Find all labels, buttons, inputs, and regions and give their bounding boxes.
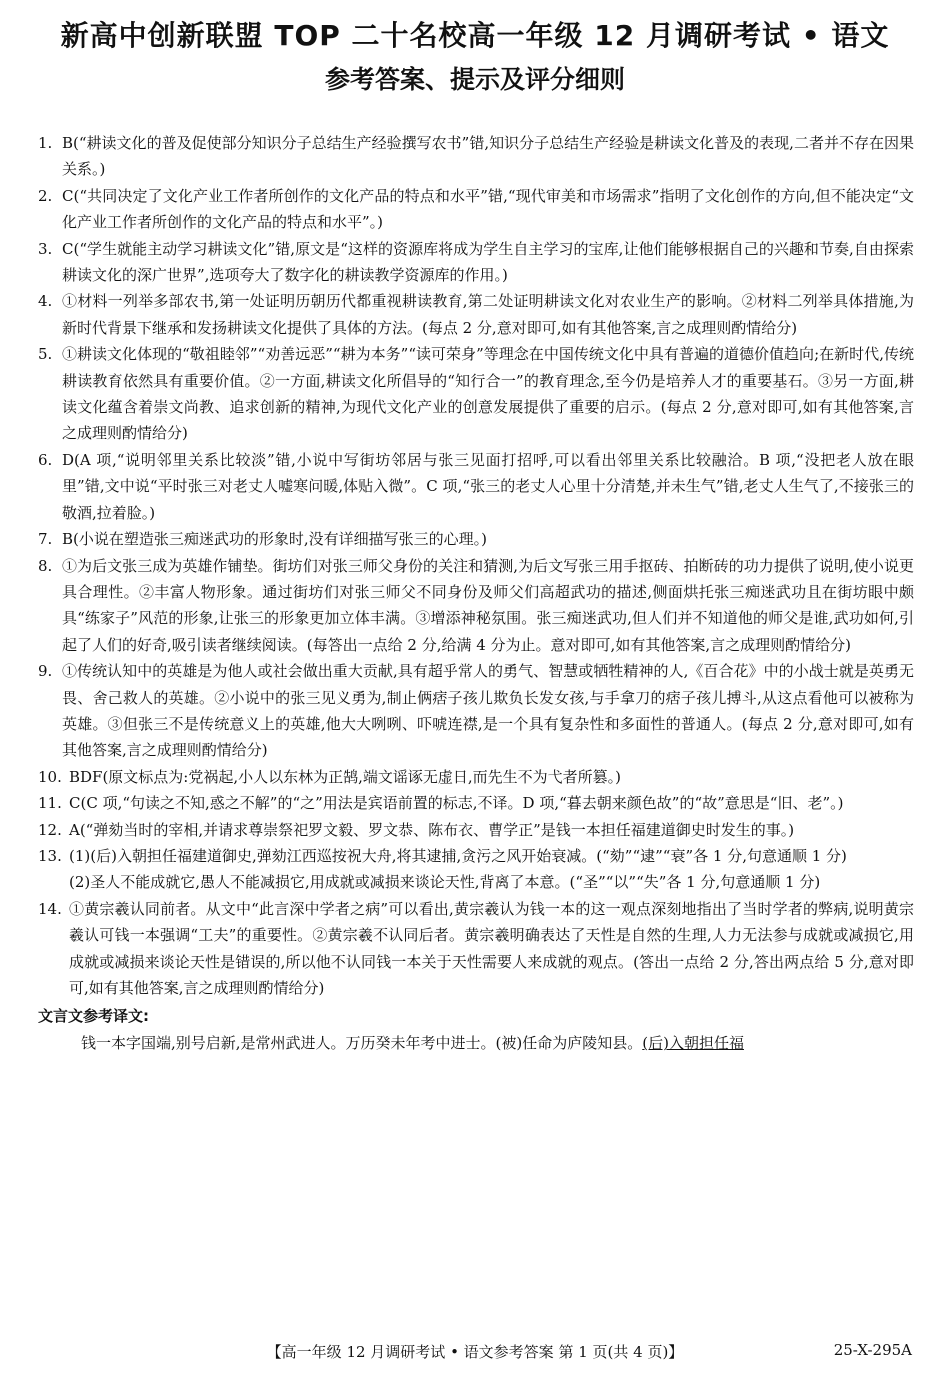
answer-number: 2.: [38, 186, 53, 205]
translation-text: [38, 1029, 914, 1057]
answer-number: 7.: [38, 530, 53, 549]
answer-item-3: [38, 236, 914, 289]
answer-item-10: [38, 764, 914, 790]
answer-text: C(“共同决定了文化产业工作者所创作的文化产品的特点和水平”错,“现代审美和市场需求”指明了文化创作的方向,但不能决定“文化产业工作者所创作的文化产品的特点和水平”。): [62, 186, 914, 232]
answer-text: ①材料一列举多部农书,第一处证明历朝历代都重视耕读教育,第二处证明耕读文化对农业生产的影响。②材料二列举具体措施,为新时代背景下继承和发扬耕读文化提供了具体的方法。(每点 2 分,意对即可,如有其他答案,言之成理则酌情给分): [62, 292, 914, 337]
answer-text: (1)(后)入朝担任福建道御史,弹劾江西巡按祝大舟,将其逮捕,贪污之风开始衰减。(“劾”“逮”“衰”各 1 分,句意通顺 1 分): [69, 846, 847, 865]
answer-text: A(“弹劾当时的宰相,并请求尊崇祭祀罗文毅、罗文恭、陈布衣、曹学正”是钱一本担任福建道御史时发生的事。): [69, 820, 795, 839]
answer-item-7: [38, 526, 914, 552]
answer-number: 3.: [38, 239, 53, 258]
answer-text: ①传统认知中的英雄是为他人或社会做出重大贡献,具有超乎常人的勇气、智慧或牺牲精神的人,《百合花》中的小战士就是英勇无畏、舍己救人的英雄。②小说中的张三见义勇为,制止俩痞子孩儿欺负长发女孩,与手拿刀的痞子孩儿搏斗,从这点看他可以被称为英雄。③但张三不是传统意义上的英雄,他大大咧咧、吓唬连襟,是一个具有复杂性和多面性的普通人。(每点 2 分,意对即可,如有其他答案,言之成理则酌情给分): [62, 662, 914, 760]
answer-number: 6.: [38, 450, 53, 469]
answer-item-2: [38, 183, 914, 236]
answer-text: C(C 项,“句读之不知,惑之不解”的“之”用法是宾语前置的标志,不译。D 项,“暮去朝来颜色故”的“故”意思是“旧、老”。): [69, 794, 844, 813]
answer-number: 4.: [38, 292, 53, 311]
answer-number: 9.: [38, 662, 53, 681]
answer-text: B(小说在塑造张三痴迷武功的形象时,没有详细描写张三的心理。): [62, 530, 487, 549]
answer-item-9: [38, 658, 914, 764]
answer-text: B(“耕读文化的普及促使部分知识分子总结生产经验撰写农书”错,知识分子总结生产经验是耕读文化普及的表现,二者并不存在因果关系。): [62, 134, 914, 179]
answer-text: ①为后文张三成为英雄作铺垫。街坊们对张三师父身份的关注和猜测,为后文写张三用手抠砖、拍断砖的功力提供了说明,使小说更具合理性。②丰富人物形象。通过街坊们对张三师父不同身份及师父们高超武功的描述,侧面烘托张三痴迷武功且在街坊眼中颇具“练家子”风范的形象,让张三的形象更加立体丰满。③增添神秘氛围。张三痴迷武功,但人们并不知道他的师父是谁,武功如何,引起了人们的好奇,吸引读者继续阅读。(每答出一点给 2 分,给满 4 分为止。意对即可,如有其他答案,言之成理则酌情给分): [62, 556, 914, 654]
document-title: 新高中创新联盟 TOP 二十名校高一年级 12 月调研考试 • 语文: [60, 19, 890, 52]
translation-heading: 文言文参考译文:: [38, 1007, 149, 1026]
answer-item-6: [38, 447, 914, 526]
translation-text-start: 钱一本字国端,别号启新,是常州武进人。万历癸未年考中进士。(被)任命为庐陵知县。: [81, 1034, 643, 1053]
page-footer: [0, 1341, 950, 1365]
answer-text: C(“学生就能主动学习耕读文化”错,原文是“这样的资源库将成为学生自主学习的宝库,让他们能够根据自己的兴趣和节奏,自由探索耕读文化的深广世界”,选项夸大了数字化的耕读教学资源库的作用。): [62, 239, 914, 285]
answer-number: 1.: [38, 134, 53, 152]
answer-13-part-2: (2)圣人不能成就它,愚人不能减损它,用成就或减损来谈论天性,背离了本意。(“圣”“以”“失”各 1 分,句意通顺 1 分): [69, 873, 821, 892]
answer-number: 11.: [38, 794, 62, 813]
answer-item-13: [38, 843, 914, 869]
answer-number: 8.: [38, 556, 53, 575]
answer-item-12: [38, 817, 914, 843]
footer-page-info: 【高一年级 12 月调研考试 • 语文参考答案 第 1 页(共 4 页)】: [266, 1343, 684, 1361]
answer-item-5: [38, 341, 914, 447]
answer-number: 10.: [38, 767, 62, 786]
answer-number: 13.: [38, 846, 62, 865]
document-subtitle: 参考答案、提示及评分细则: [324, 65, 625, 94]
answer-item-1: [38, 130, 914, 183]
answer-number: 14.: [38, 899, 62, 918]
answer-text: ①耕读文化体现的“敬祖睦邻”“劝善远恶”“耕为本务”“读可荣身”等理念在中国传统文化中具有普遍的道德价值趋向;在新时代,传统耕读教育依然具有重要价值。②一方面,耕读文化所倡导的“知行合一”的教育理念,至今仍是培养人才的重要基石。③另一方面,耕读文化蕴含着崇文尚教、追求创新的精神,为现代文化产业的创意发展提供了重要的启示。(每点 2 分,意对即可,如有其他答案,言之成理则酌情给分): [62, 345, 914, 443]
answer-number: 5.: [38, 345, 53, 364]
answer-item-8: [38, 553, 914, 659]
answer-list: [38, 130, 914, 1057]
answer-number: 12.: [38, 820, 62, 839]
answer-text: ①黄宗羲认同前者。从文中“此言深中学者之病”可以看出,黄宗羲认为钱一本的这一观点深刻地指出了当时学者的弊病,说明黄宗羲认可钱一本强调“工夫”的重要性。②黄宗羲不认同后者。黄宗羲明确表达了天性是自然的生理,人力无法参与成就或减损它,用成就或减损来谈论天性是错误的,所以他不认同钱一本关于天性需要人来成就的观点。(答出一点给 2 分,答出两点给 5 分,意对即可,如有其他答案,言之成理则酌情给分): [69, 899, 914, 997]
answer-item-14: [38, 896, 914, 1002]
translation-text-underlined: (后)入朝担任福: [642, 1034, 744, 1053]
footer-exam-code: 25-X-295A: [833, 1341, 912, 1359]
answer-item-4: [38, 288, 914, 341]
answer-item-11: [38, 790, 914, 816]
answer-text: D(A 项,“说明邻里关系比较淡”错,小说中写街坊邻居与张三见面打招呼,可以看出邻里关系比较融洽。B 项,“没把老人放在眼里”错,文中说“平时张三对老丈人嘘寒问暖,体贴入微”。C 项,“张三的老丈人心里十分清楚,并未生气”错,老丈人生气了,不接张三的敬酒,拉着脸。): [62, 450, 914, 522]
answer-text: BDF(原文标点为:党祸起,小人以东林为正鹄,端文谣诼无虚日,而先生不为弋者所篡。): [69, 767, 622, 786]
